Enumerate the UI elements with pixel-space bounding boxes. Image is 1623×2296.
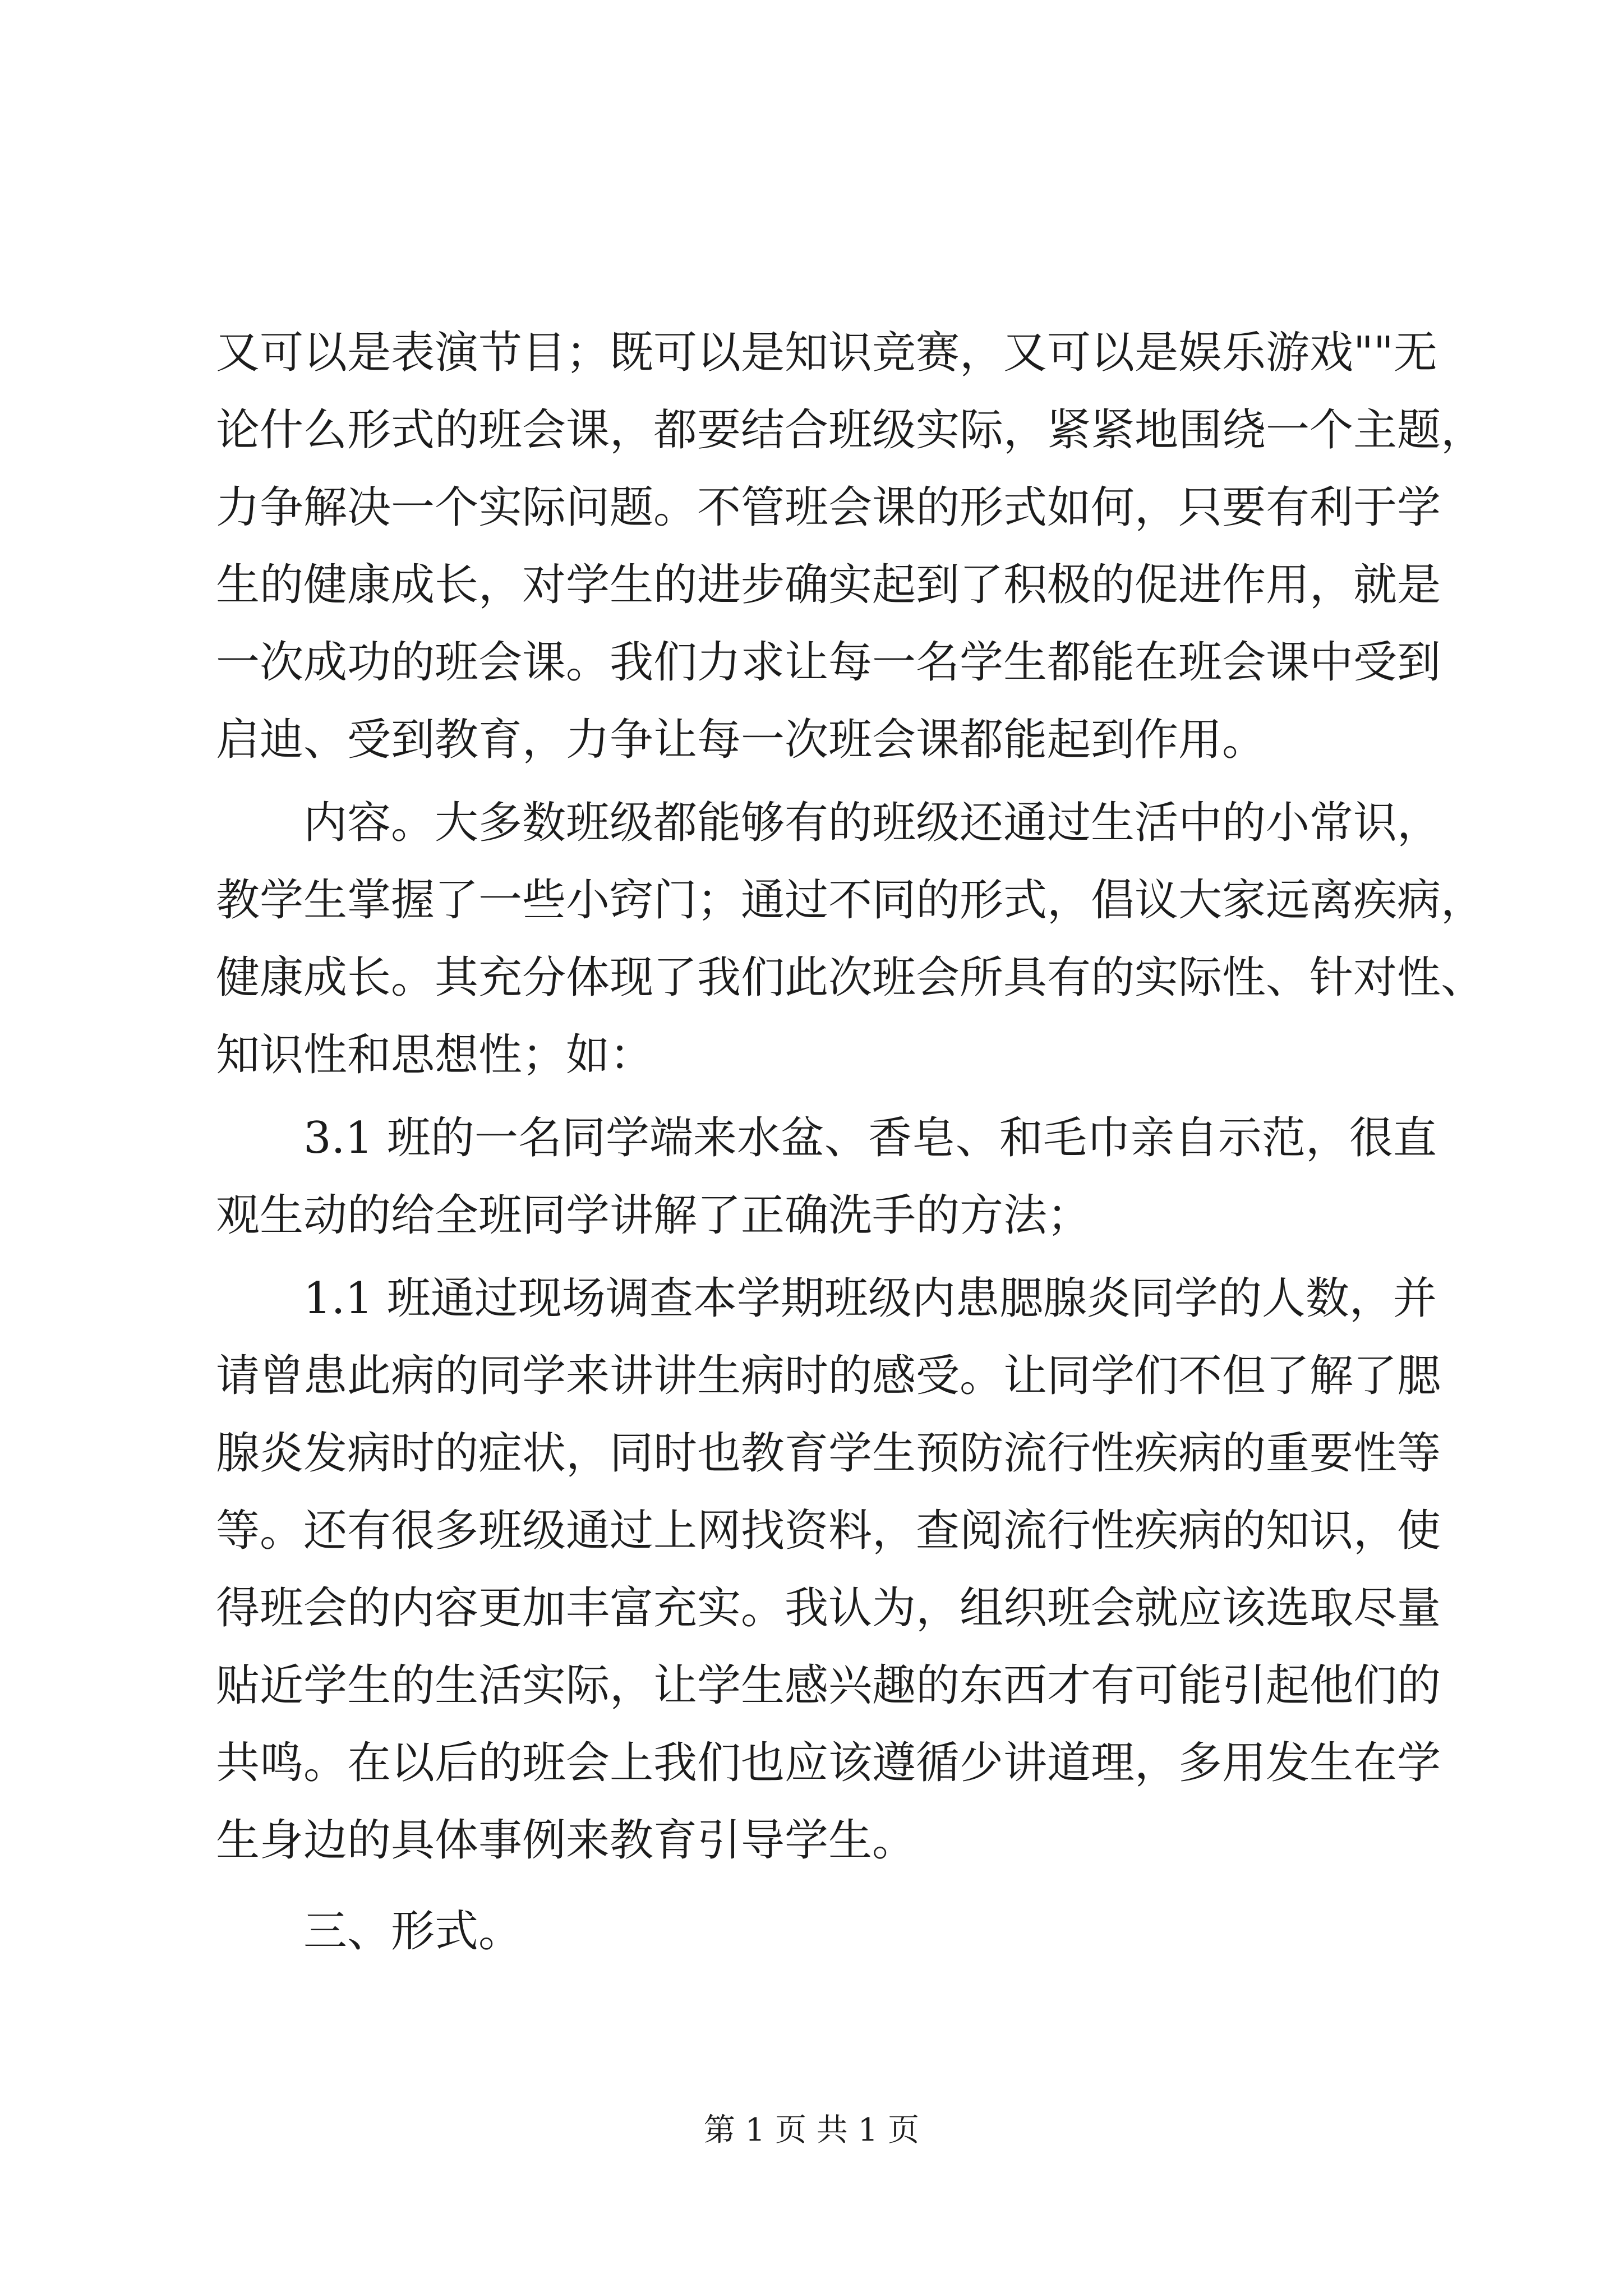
text-line: 贴近学生的生活实际，让学生感兴趣的东西才有可能引起他们的 bbox=[216, 1660, 1441, 1711]
text-line: 腺炎发病时的症状，同时也教育学生预防流行性疾病的重要性等 bbox=[216, 1428, 1441, 1479]
text-line: 共鸣。在以后的班会上我们也应该遵循少讲道理，多用发生在学 bbox=[216, 1738, 1441, 1788]
text-line: 3.1 班的一名同学端来水盆、香皂、和毛巾亲自示范，很直 bbox=[303, 1113, 1437, 1163]
text-line: 生身边的具体事例来教育引导学生。 bbox=[216, 1815, 916, 1866]
paragraph-gap bbox=[216, 1254, 1416, 1260]
text-line: 生的健康成长，对学生的进步确实起到了积极的促进作用，就是 bbox=[216, 560, 1441, 610]
paragraph-1 bbox=[216, 314, 1485, 779]
paragraph-4 bbox=[216, 1260, 1441, 1879]
paragraph-gap bbox=[216, 1879, 1416, 1893]
text-line: 等。还有很多班级通过上网找资料，查阅流行性疾病的知识，使 bbox=[216, 1506, 1441, 1556]
paragraph-gap bbox=[216, 779, 1416, 784]
text-line: 启迪、受到教育，力争让每一次班会课都能起到作用。 bbox=[216, 715, 1266, 765]
text-line: 1.1 班通过现场调查本学期班级内患腮腺炎同学的人数，并 bbox=[303, 1273, 1437, 1324]
text-line: 内容。大多数班级都能够有的班级还通过生活中的小常识， bbox=[303, 798, 1441, 848]
paragraph-2 bbox=[216, 784, 1485, 1094]
text-line: 又可以是表演节目；既可以是知识竞赛，又可以是娱乐游戏""无 bbox=[216, 328, 1437, 378]
paragraph-5-heading bbox=[216, 1893, 1416, 1970]
text-line: 一次成功的班会课。我们力求让每一名学生都能在班会课中受到 bbox=[216, 637, 1441, 688]
text-line: 健康成长。其充分体现了我们此次班会所具有的实际性、针对性、 bbox=[216, 953, 1485, 1003]
paragraph-3 bbox=[216, 1099, 1437, 1254]
paragraph-gap bbox=[216, 1094, 1416, 1099]
text-line: 教学生掌握了一些小窍门；通过不同的形式，倡议大家远离疾病， bbox=[216, 875, 1485, 926]
text-line: 得班会的内容更加丰富充实。我认为，组织班会就应该选取尽量 bbox=[216, 1583, 1441, 1634]
document-body bbox=[216, 314, 1485, 1970]
text-line: 观生动的给全班同学讲解了正确洗手的方法； bbox=[216, 1190, 1091, 1241]
text-line: 力争解决一个实际问题。不管班会课的形式如何，只要有利于学 bbox=[216, 482, 1441, 533]
section-heading: 三、形式。 bbox=[303, 1906, 523, 1957]
text-line: 请曾患此病的同学来讲讲生病时的感受。让同学们不但了解了腮 bbox=[216, 1351, 1441, 1401]
text-line: 知识性和思想性；如： bbox=[216, 1030, 654, 1080]
page-footer: 第 1 页 共 1 页 bbox=[703, 2112, 920, 2148]
text-line: 论什么形式的班会课，都要结合班级实际，紧紧地围绕一个主题， bbox=[216, 405, 1485, 455]
